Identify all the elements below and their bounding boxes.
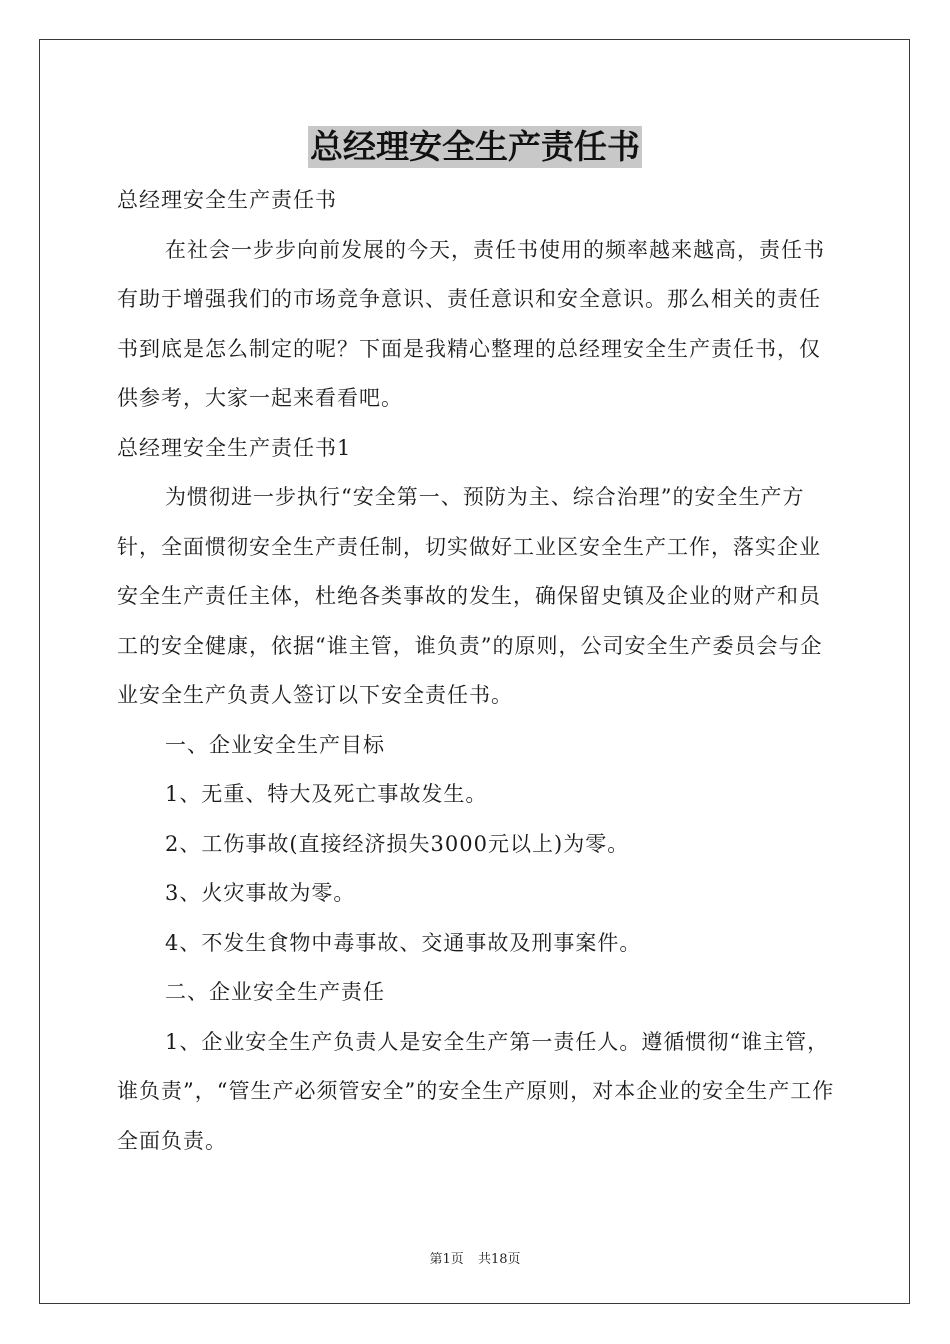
section-heading: 二、企业安全生产责任 (165, 980, 385, 1004)
document-title: 总经理安全生产责任书 (310, 127, 640, 166)
page-footer (0, 1248, 950, 1267)
document-body (117, 176, 835, 1166)
list-item: 3、火灾事故为零。 (165, 881, 356, 905)
page-total: 共18页 (477, 1252, 521, 1267)
section-heading: 一、企业安全生产目标 (165, 732, 385, 757)
paragraph: 总经理安全生产责任书1 (117, 435, 352, 460)
paragraph: 为惯彻进一步执行“安全第一、预防为主、综合治理”的安全生产方针，全面惯彻安全生产责任制，切实做好工业区安全生产工作，落实企业安全生产责任主体，杜绝各类事故的发生，确保留史镇及企业的财产和员工的安全健康，依据“谁主管，谁负责”的原则，公司安全生产委员会与企业安全生产负责人签订以下安全责任书。 (117, 485, 823, 707)
paragraph: 总经理安全生产责任书 (117, 188, 337, 212)
page-number: 第1页 (429, 1252, 464, 1267)
list-item: 1、无重、特大及死亡事故发生。 (165, 782, 488, 806)
paragraph: 在社会一步步向前发展的今天，责任书使用的频率越来越高，责任书有助于增强我们的市场竞争意识、责任意识和安全意识。那么相关的责任书到底是怎么制定的呢？下面是我精心整理的总经理安全生产责任书，仅供参考，大家一起来看看吧。 (117, 237, 825, 410)
title-area (0, 126, 950, 168)
list-item: 4、不发生食物中毒事故、交通事故及刑事案件。 (165, 930, 642, 955)
list-item: 2、工伤事故(直接经济损失3000元以上)为零。 (165, 831, 630, 856)
paragraph: 1、企业安全生产负责人是安全生产第一责任人。遵循惯彻“谁主管，谁负责”，“管生产必须管安全”的安全生产原则，对本企业的安全生产工作全面负责。 (117, 1029, 835, 1153)
